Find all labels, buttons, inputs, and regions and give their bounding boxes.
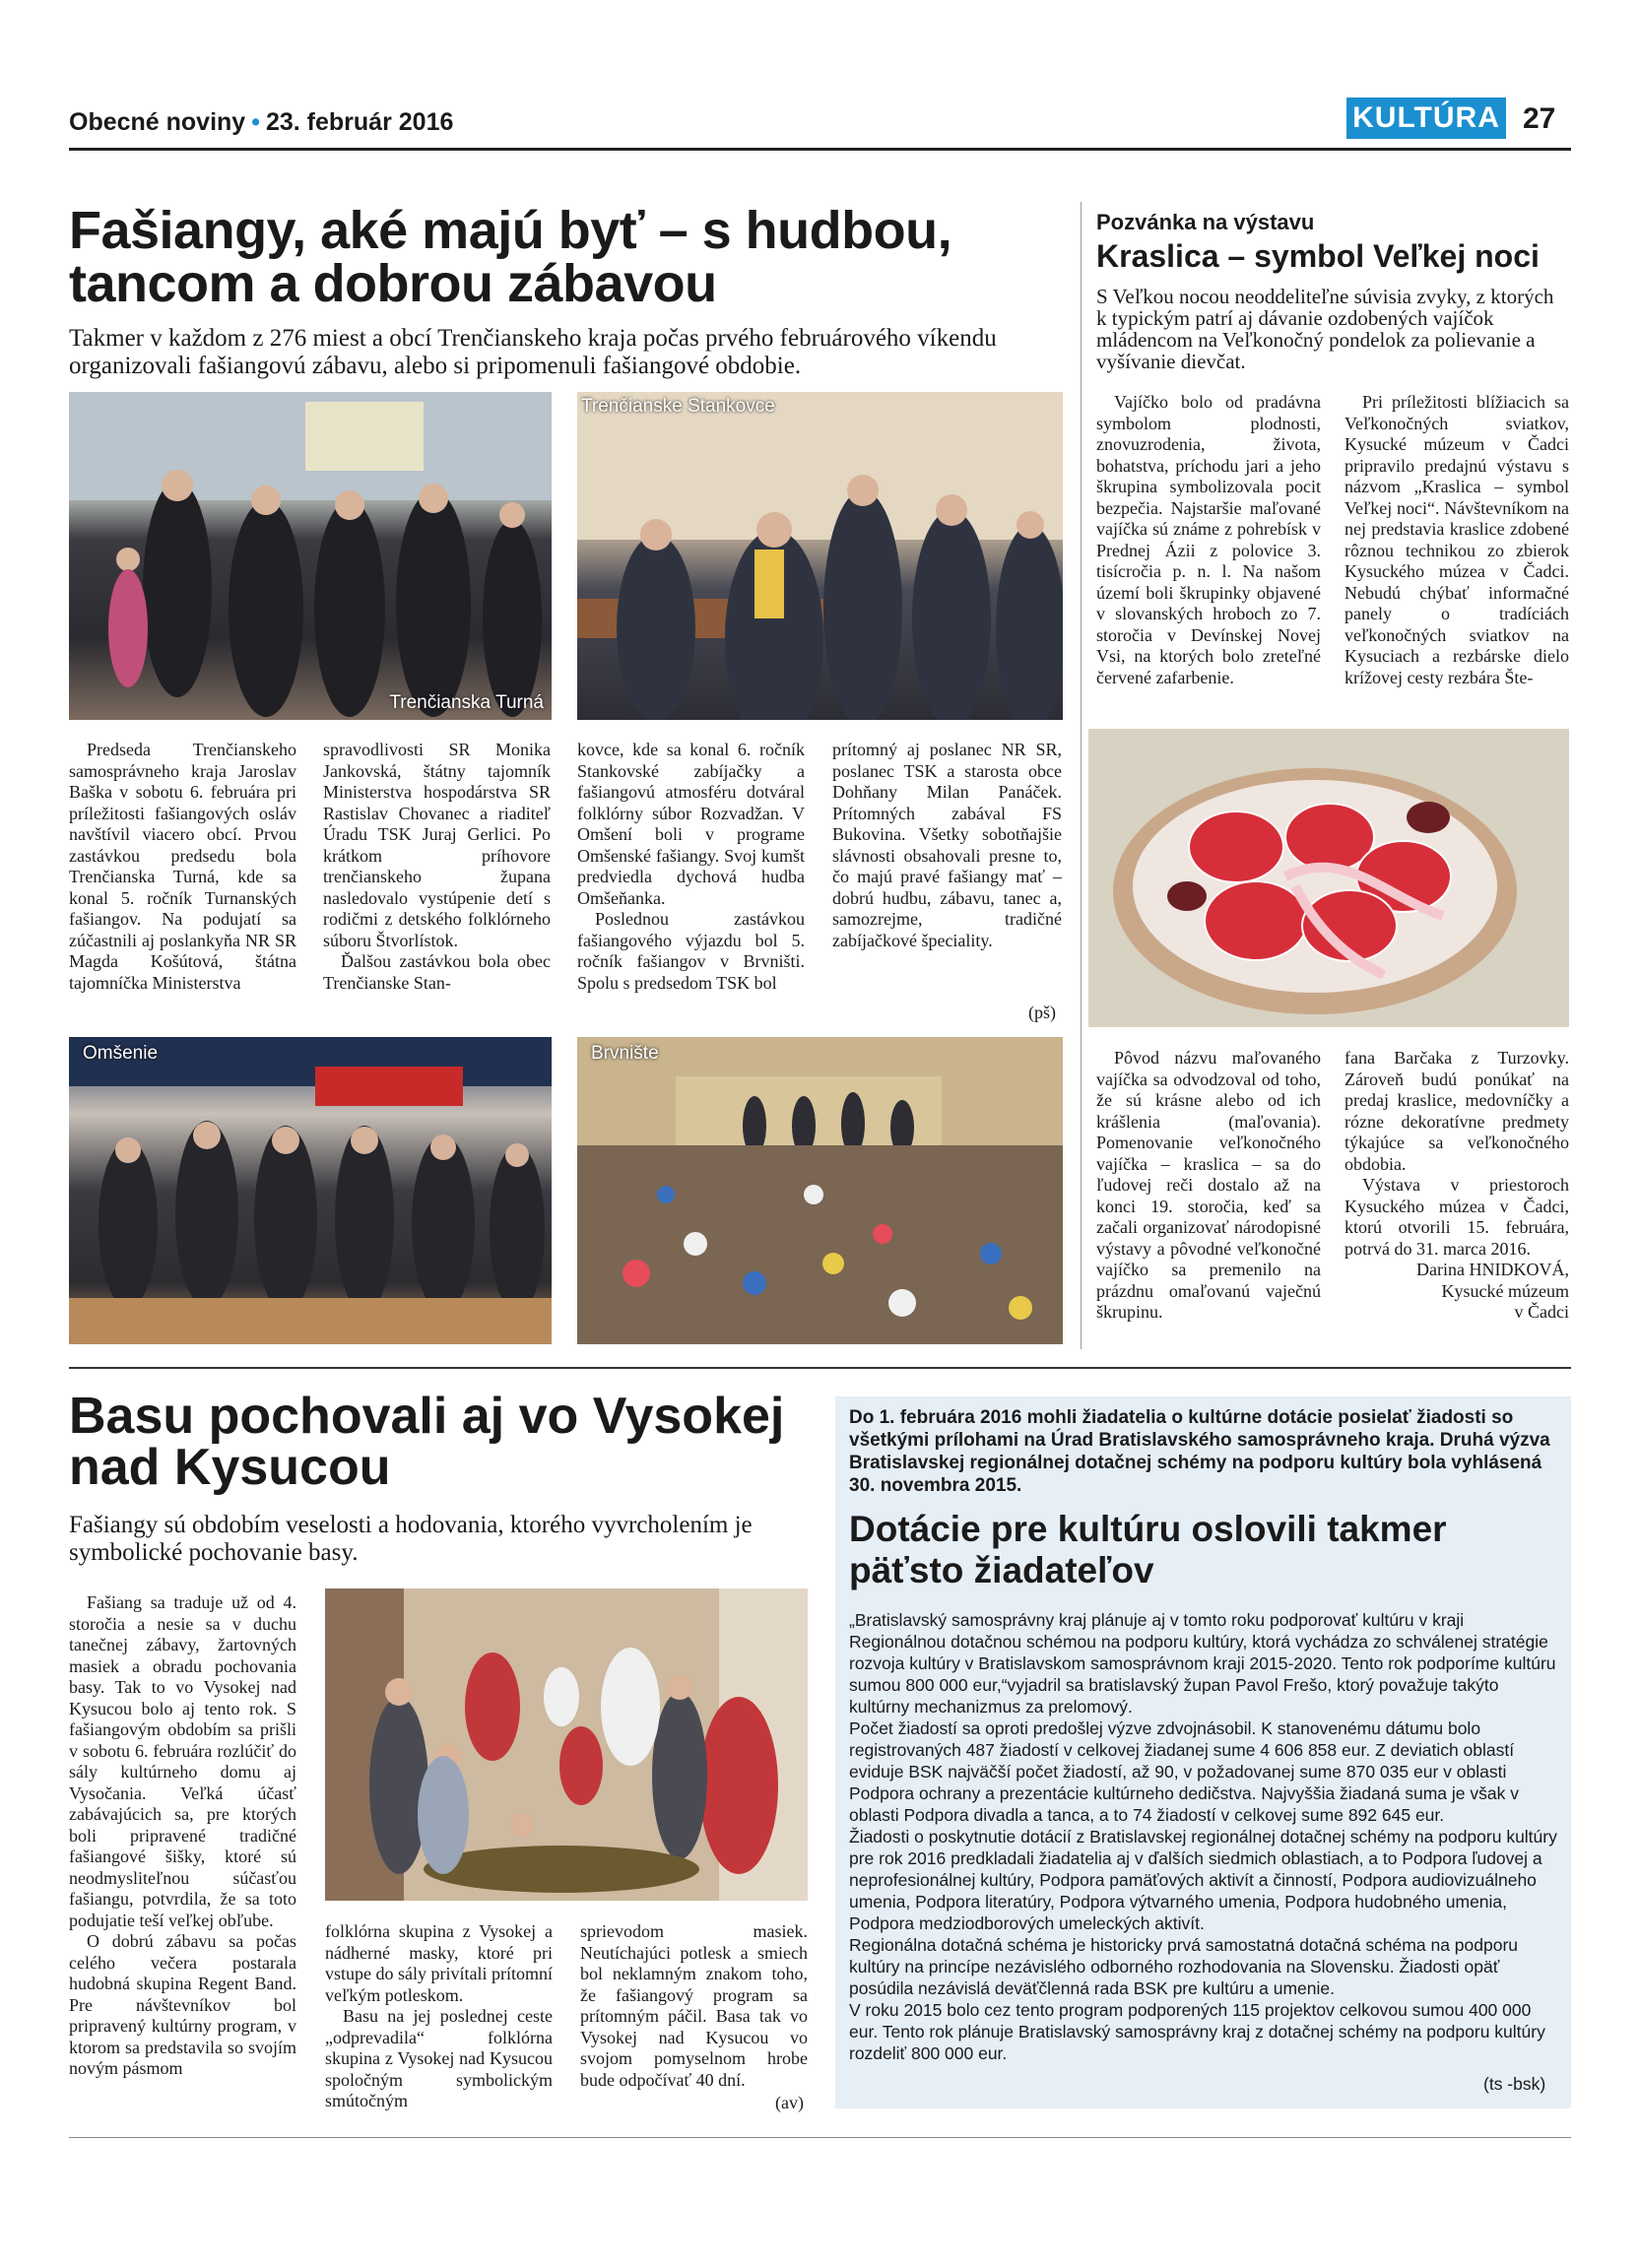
paragraph: V roku 2015 bolo cez tento program podporených 115 projektov celkovou sumou 400 000 eur. Tento rok plánuje Bratislavský samosprávny kraj z dotačnej schémy na podporu kultúry rozdeliť 800 000 eur. — [849, 2000, 1545, 2063]
article1-column-1 — [69, 740, 296, 994]
masks-illustration — [325, 1588, 808, 1901]
photo-brvniste — [577, 1037, 1063, 1344]
article1-column-2 — [323, 740, 551, 994]
paragraph: „Bratislavský samosprávny kraj plánuje aj v tomto roku podporovať kultúru v kraji Regionálnou dotačnou schémou na podporu kultúry, ktorá vychádza zo schválenej stratégie rozvoja kultúry v Bratislavskom samosprávnom kraji 2015-2020. Tento rok podporíme kultúru sumou 800 000 eur,“vyjadril sa bratislavský župan Pavol Frešo, ktorý považuje takýto kultúrny mechanizmus za prelomový. — [849, 1610, 1556, 1717]
masthead — [69, 108, 453, 137]
easter-eggs-illustration — [1088, 729, 1569, 1027]
stage-illustration — [69, 1037, 552, 1344]
article3-title: Basu pochovali aj vo Vysokej nad Kysucou — [69, 1388, 785, 1496]
paragraph: Basu na jej poslednej ceste „odprevadila“ folklórna skupina z Vysokej nad Kysucou spoločným symbolickým smútočným — [325, 2006, 553, 2110]
author-location: v Čadci — [1514, 1302, 1569, 1322]
paragraph: fana Barčaka z Turzovky. Zároveň budú ponúkať na predaj kraslice, medovníčky a rózne dekoratívne predmety týkajúce sa veľkonočného obdobia. — [1345, 1048, 1569, 1174]
author-affiliation: Kysucké múzeum — [1441, 1280, 1569, 1301]
article3-lead: Fašiangy sú obdobím veselosti a hodovania, ktorého vyvrcholením je symbolické pochovanie basy. — [69, 1512, 753, 1566]
article1-signature: (pš) — [1028, 1003, 1056, 1022]
article3-signature: (av) — [775, 2093, 804, 2112]
market-illustration — [577, 392, 1063, 720]
paragraph: Poslednou zastávkou fašiangového výjazdu bol 5. ročník fašiangov v Brvništi. Spolu s predsedom TSK bol — [577, 909, 805, 993]
paper-name: Obecné noviny — [69, 108, 246, 136]
article2-column-4 — [1345, 1048, 1569, 1324]
crowd-illustration — [69, 392, 552, 720]
paragraph: Počet žiadostí sa oproti predošlej výzve zdvojnásobil. K stanovenému dátumu bolo registrovaných 487 žiadostí v celkovej žiadanej sume 4 606 858 eur. Z deviatich oblastí eviduje BSK najväčší počet žiadostí, až 90, v požadovanej sume 870 035 eur v oblasti Podpora ochrany a prezentácie kultúrneho dedičstva. Najvyššia žiadaná suma je však v oblasti Podpora divadla a tanca, a to 74 žiadostí v celkovej sume 892 645 eur. — [849, 1718, 1519, 1825]
paragraph: spravodlivosti SR Monika Jankovská, štátny tajomník Ministerstva hospodárstva SR Rastislav Chovanec a riaditeľ Úradu TSK Juraj Gerlici. Po krátkom príhovore trenčianskeho župana nasledovalo vystúpenie detí s rodičmi z detského folklórneho súboru Štvorlístok. — [323, 740, 551, 950]
dance-hall-illustration — [577, 1037, 1063, 1344]
photo-caption: Trenčianska Turná — [389, 692, 544, 713]
article3-column-3 — [580, 1921, 808, 2091]
photo-masks — [325, 1588, 808, 1901]
article2-lead: S Veľkou nocou neoddeliteľne súvisia zvyky, z ktorých k typickým patrí aj dávanie ozdobených vajíčok mládencom na Veľkonočný pondelok za polievanie a vyšívanie dievčat. — [1096, 285, 1554, 373]
paragraph: Pôvod názvu maľovaného vajíčka sa odvodzoval od toho, že sú krásne alebo od ich krášlenia (maľovania). Pomenovanie veľkonočného vajíčka – kraslica – sa do ľudovej reči dostalo až na konci 19. storočia, keď sa začali organizovať národopisné výstavy a pôvodné veľkonočné vajíčko sa premenilo na prázdnu omaľovanú vaječnú škrupinu. — [1096, 1048, 1321, 1322]
paragraph: prítomný aj poslanec NR SR, poslanec TSK a starosta obce Dohňany Milan Panáček. Prítomných zabával FS Bukovina. Všetky sobotňajšie slávnosti obsahovali presne to, čo majú pravé fašiangy mať – dobrú hudbu, zábavu, tanec a, samozrejme, tradičné zabíjačkové špeciality. — [832, 740, 1062, 950]
article1-column-3 — [577, 740, 805, 994]
article4-intro: Do 1. februára 2016 mohli žiadatelia o kultúrne dotácie posielať žiadosti so všetkými prílohami na Úrad Bratislavského samosprávneho kraja. Druhá výzva Bratislavskej regionálnej dotačnej schémy na podporu kultúry bola vyhlásená 30. novembra 2015. — [849, 1407, 1550, 1496]
section-label: KULTÚRA — [1346, 97, 1506, 139]
paragraph: sprievodom masiek. Neutíchajúci potlesk a smiech bol neklamným znakom toho, že fašiangový program sa prítomným páčil. Basa tak vo Vysokej nad Kysucou vo svojom pomyselnom hrobe bude odpočívať 40 dní. — [580, 1921, 808, 2090]
article2-kicker: Pozvánka na výstavu — [1096, 210, 1315, 234]
photo-omsenie — [69, 1037, 552, 1344]
article1-column-4 — [832, 740, 1062, 951]
photo-caption: Trenčianske Stankovce — [581, 396, 775, 417]
article3-column-2 — [325, 1921, 553, 2112]
photo-caption: Omšenie — [83, 1043, 159, 1064]
separator-dot: • — [251, 108, 260, 136]
article2-title: Kraslica – symbol Veľkej noci — [1096, 238, 1540, 274]
paragraph: Predseda Trenčianskeho samosprávneho kraja Jaroslav Baška v sobotu 6. februára pri príležitosti fašiangových osláv navštívil viacero obcí. Prvou zastávkou predsedu bola Trenčianska Turná, kde sa konal 5. ročník Turnanských fašiangov. Na podujatí sa zúčastnili aj poslankyňa NR SR Magda Košútová, štátna tajomníčka Ministerstva — [69, 740, 296, 993]
article2-column-3 — [1096, 1048, 1321, 1324]
section-rule — [69, 1367, 1571, 1369]
header-rule — [69, 148, 1571, 151]
column-divider — [1081, 202, 1082, 1349]
paragraph: Žiadosti o poskytnutie dotácií z Bratislavskej regionálnej dotačnej schémy na podporu kultúry pre rok 2016 predkladali žiadatelia aj v ďalších siedmich oblastiach, a to Podpora ľudovej a neprofesionálnej kultúry, Podpora pamäťových aktivít a činností, Podpora audiovizuálneho umenia, Podpora literatúry, Podpora výtvarného umenia, Podpora hudobného umenia, Podpora medziodborových umeleckých aktivít. — [849, 1827, 1557, 1933]
paragraph: O dobrú zábavu sa počas celého večera postarala hudobná skupina Regent Band. Pre návštevníkov bol pripravený kultúrny program, v ktorom sa predstavila so svojím novým pásmom — [69, 1931, 296, 2078]
article1-title: Fašiangy, aké majú byť – s hudbou, tancom a dobrou zábavou — [69, 201, 952, 313]
issue-date: 23. február 2016 — [265, 108, 454, 136]
article4-signature: (ts -bsk) — [1483, 2074, 1546, 2094]
photo-easter-eggs — [1088, 729, 1569, 1027]
paragraph: Pri príležitosti blížiacich sa Veľkonočných sviatkov, Kysucké múzeum v Čadci pripravilo predajnú výstavu s názvom „Kraslica – symbol Veľkej noci“. Návštevníkom na nej predstavia kraslice zdobené rôznou technikou zo zbierok Kysuckého múzea v Čadci. Nebudú chýbať informačné panely o tradíciách veľkonočných sviatkov na Kysuciach a rezbárske dielo krížovej cesty rezbára Šte- — [1345, 392, 1569, 687]
article4-body — [849, 1609, 1558, 2064]
article2-column-2 — [1345, 392, 1569, 688]
footer-rule — [69, 2137, 1571, 2138]
author-name: Darina HNIDKOVÁ, — [1416, 1260, 1569, 1279]
article4-title: Dotácie pre kultúru oslovili takmer päťsto žiadateľov — [849, 1509, 1447, 1590]
paragraph: Fašiang sa traduje už od 4. storočia a nesie sa v duchu tanečnej zábavy, žartovných masiek a obradu pochovania basy. Tak to vo Vysokej nad Kysucou bolo aj tento rok. S fašiangovým obdobím sa prišli v sobotu 6. februára rozlúčiť do sály kultúrneho domu aj Vysočania. Veľká účasť zabávajúcich sa, pre ktorých boli pripravené tradičné fašiangové šišky, ktoré sú neodmysliteľnou súčasťou fašiangu, potvrdila, že sa toto podujatie teší veľkej obľube. — [69, 1592, 296, 1930]
article2-column-1 — [1096, 392, 1321, 688]
author-block — [1345, 1260, 1569, 1324]
paragraph: Výstava v priestoroch Kysuckého múzea v Čadci, ktorú otvorili 15. februára, potrvá do 31. marca 2016. — [1345, 1175, 1569, 1259]
photo-caption: Brvnište — [591, 1043, 659, 1064]
article3-column-1 — [69, 1592, 296, 2080]
paragraph: folklórna skupina z Vysokej a nádherné masky, ktoré pri vstupe do sály privítali prítomní veľkým potleskom. — [325, 1921, 553, 2005]
paragraph: Vajíčko bolo od pradávna symbolom plodnosti, znovuzrodenia, života, bohatstva, príchodu jari a jeho škrupina symbolizovala pocit bezpečia. Najstaršie maľované vajíčka sú známe z pohrebísk v Prednej Ázii z polovice 3. tisícročia p. n. l. Na našom území boli škrupinky objavené v slovanských hroboch zo 7. storočia v Devínskej Novej Vsi, na ktorých bolo zreteľné červené zafarbenie. — [1096, 392, 1321, 687]
page-number: 27 — [1523, 102, 1556, 135]
paragraph: Ďalšou zastávkou bola obec Trenčianske Stan- — [323, 951, 551, 993]
article1-lead: Takmer v každom z 276 miest a obcí Trenčianskeho kraja počas prvého februárového víkendu organizovali fašiangovú zábavu, alebo si pripomenuli fašiangové obdobie. — [69, 325, 997, 379]
photo-trencianska-turna — [69, 392, 552, 720]
paragraph: kovce, kde sa konal 6. ročník Stankovské zabíjačky a fašiangovú atmosféru dotváral folklórny súbor Rozvadžan. V Omšení boli v programe Omšenské fašiangy. Svoj kumšt predviedla dychová hudba Omšeňanka. — [577, 740, 805, 908]
photo-trencianske-stankovce — [577, 392, 1063, 720]
paragraph: Regionálna dotačná schéma je historicky prvá samostatná dotačná schéma na podporu kultúry na princípe nezávislého odborného rozhodovania na Slovensku. Žiadosti opäť posúdila nezávislá deväťčlenná rada BSK pre kultúru a umenie. — [849, 1935, 1519, 1998]
